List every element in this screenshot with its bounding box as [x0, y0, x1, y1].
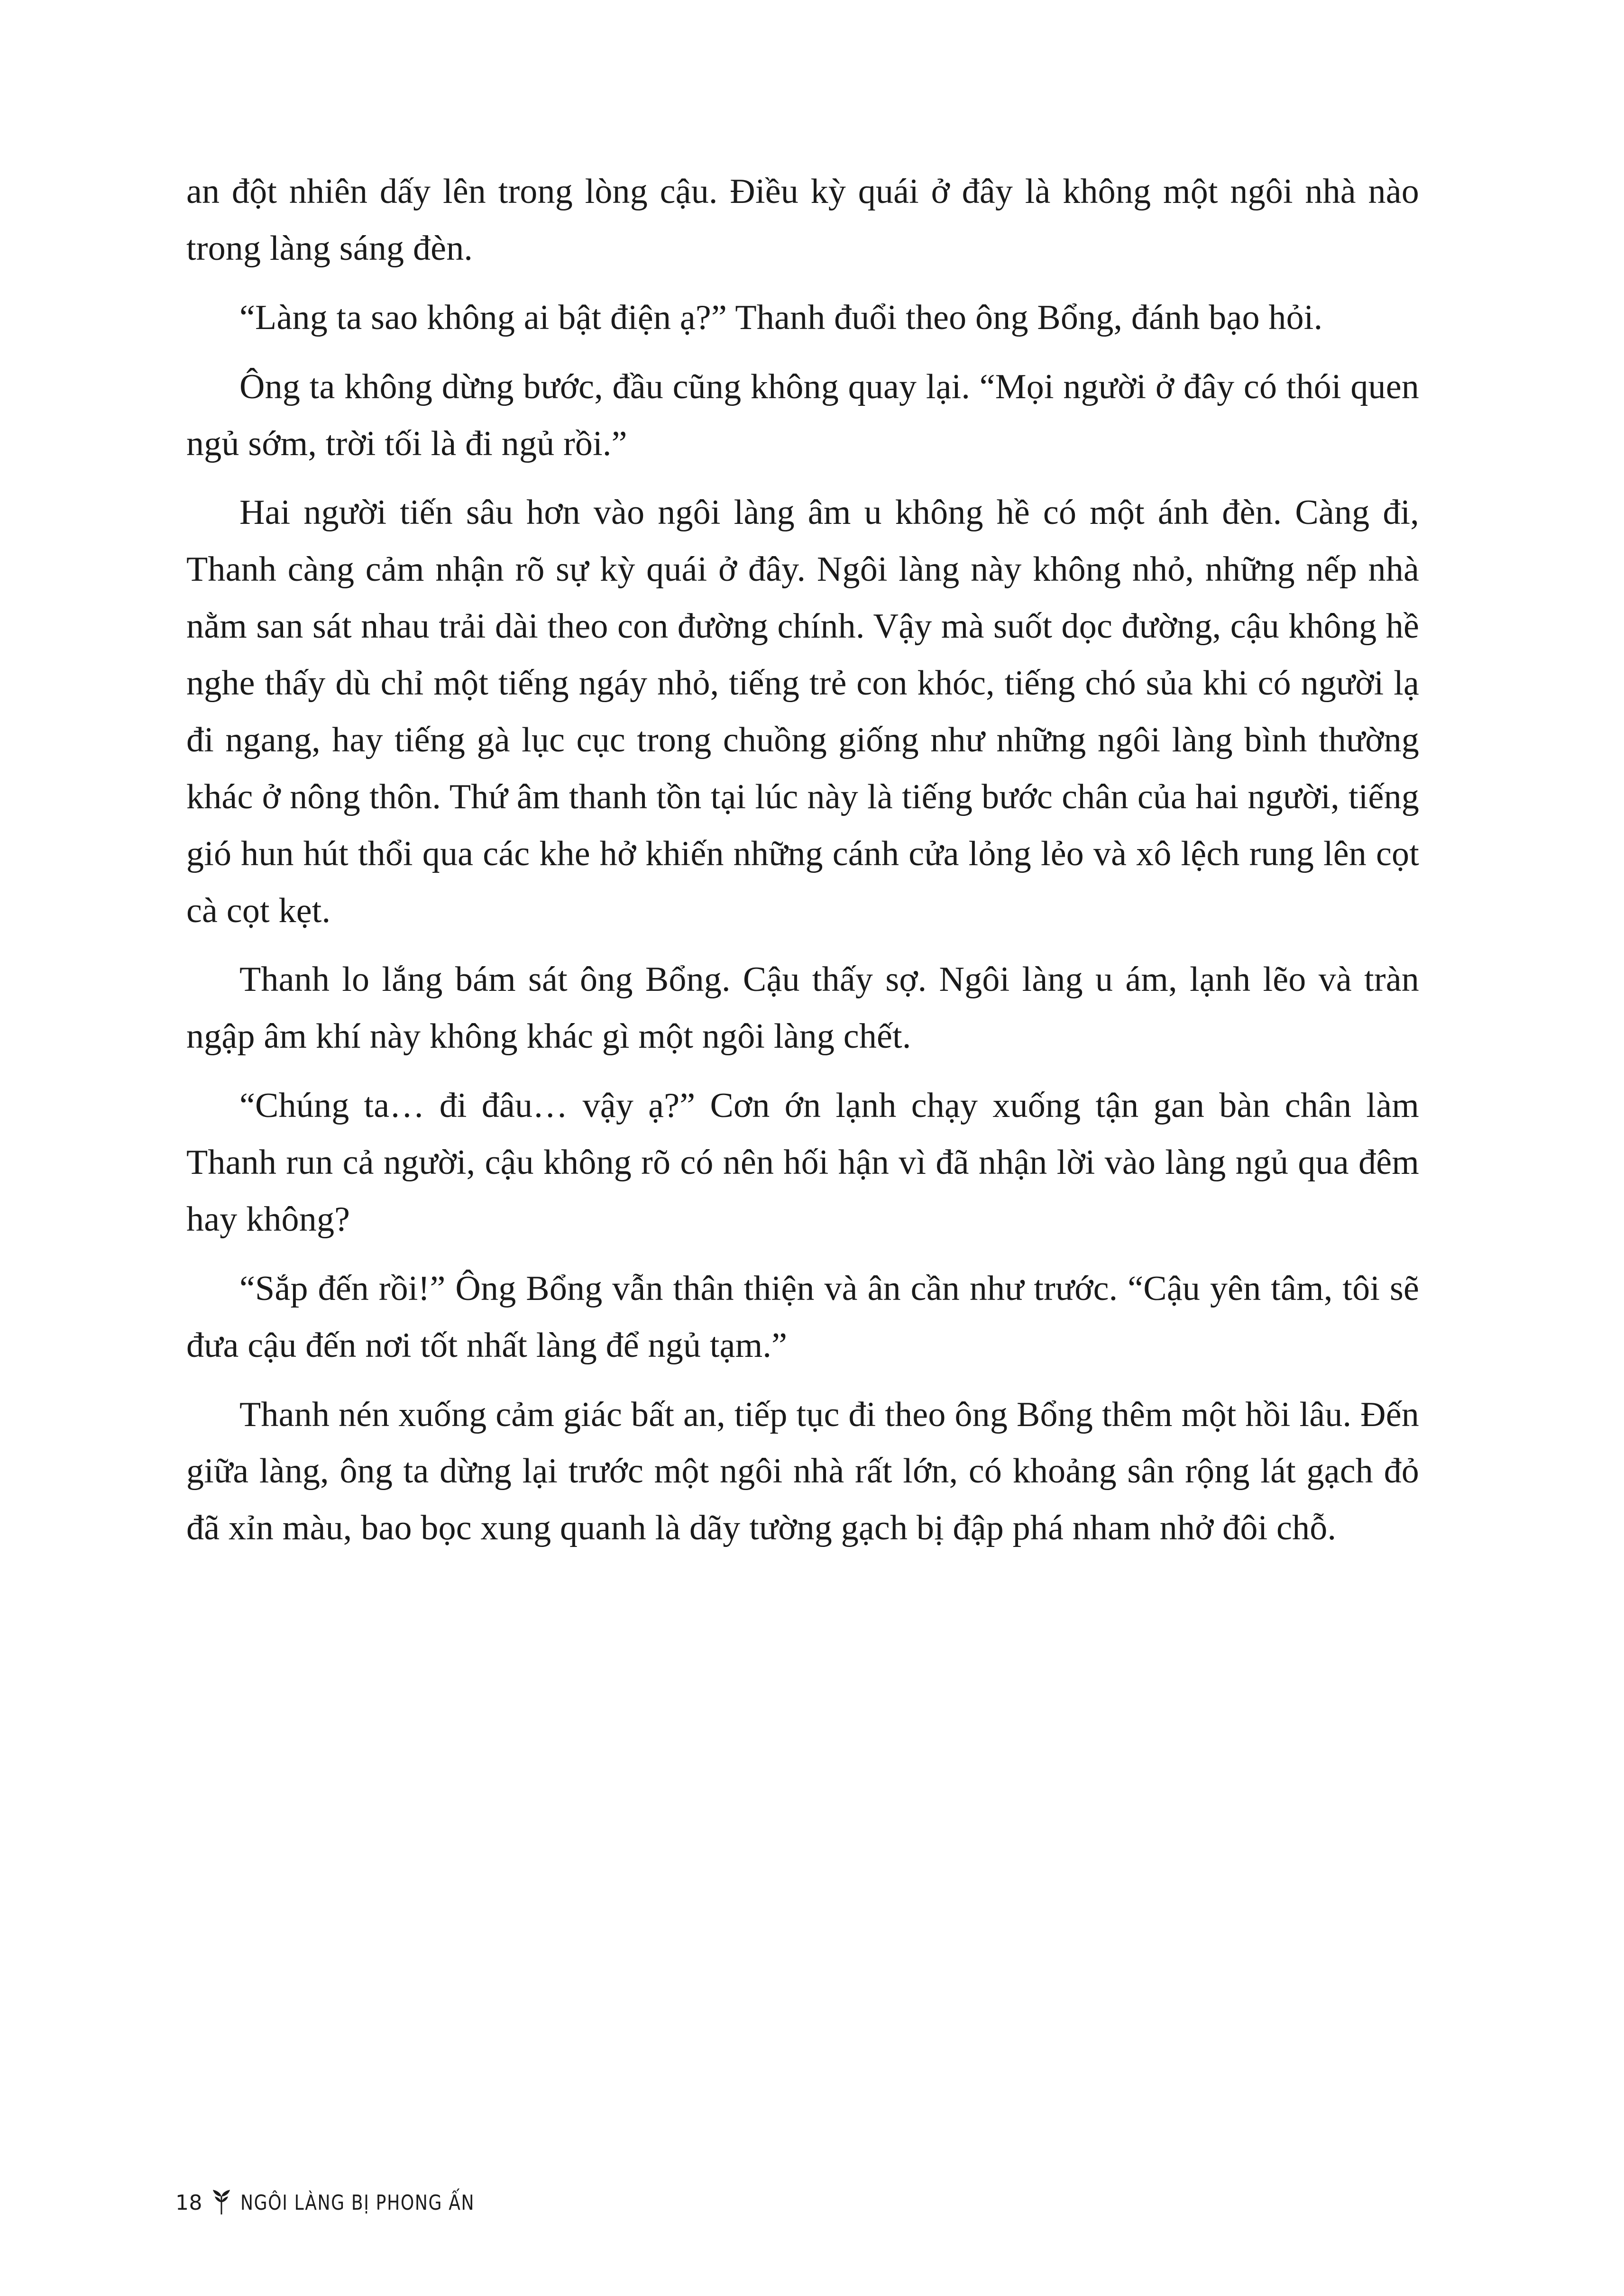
page-footer — [175, 2190, 526, 2215]
page-number: 18 — [175, 2190, 202, 2215]
paragraph: “Chúng ta… đi đâu… vậy ạ?” Cơn ớn lạnh chạy xuống tận gan bàn chân làm Thanh run cả người, cậu không rõ có nên hối hận vì đã nhận lời vào làng ngủ qua đêm hay không? — [186, 1086, 1419, 1239]
paragraph: Thanh nén xuống cảm giác bất an, tiếp tục đi theo ông Bổng thêm một hồi lâu. Đến giữa làng, ông ta dừng lại trước một ngôi nhà rất lớn, có khoảng sân rộng lát gạch đỏ đã xỉn màu, bao bọc xung quanh là dãy tường gạch bị đập phá nham nhở đôi chỗ. — [186, 1395, 1419, 1548]
paragraph: Hai người tiến sâu hơn vào ngôi làng âm u không hề có một ánh đèn. Càng đi, Thanh càng cảm nhận rõ sự kỳ quái ở đây. Ngôi làng này không nhỏ, những nếp nhà nằm san sát nhau trải dài theo con đường chính. Vậy mà suốt dọc đường, cậu không hề nghe thấy dù chỉ một tiếng ngáy nhỏ, tiếng trẻ con khóc, tiếng chó sủa khi có người lạ đi ngang, hay tiếng gà lục cục trong chuồng giống như những ngôi làng bình thường khác ở nông thôn. Thứ âm thanh tồn tại lúc này là tiếng bước chân của hai người, tiếng gió hun hút thổi qua các khe hở khiến những cánh cửa lỏng lẻo và xô lệch rung lên cọt cà cọt kẹt. — [186, 493, 1419, 930]
paragraph: Ông ta không dừng bước, đầu cũng không quay lại. “Mọi người ở đây có thói quen ngủ sớm, trời tối là đi ngủ rồi.” — [186, 367, 1419, 463]
leaf-ornament-icon — [211, 2190, 232, 2215]
paragraph: an đột nhiên dấy lên trong lòng cậu. Điều kỳ quái ở đây là không một ngôi nhà nào trong làng sáng đèn. — [186, 172, 1419, 268]
running-book-title: NGÔI LÀNG BỊ PHONG ẤN — [240, 2190, 475, 2215]
paragraph: Thanh lo lắng bám sát ông Bổng. Cậu thấy sợ. Ngôi làng u ám, lạnh lẽo và tràn ngập âm khí này không khác gì một ngôi làng chết. — [186, 960, 1419, 1056]
paragraph: “Làng ta sao không ai bật điện ạ?” Thanh đuổi theo ông Bổng, đánh bạo hỏi. — [239, 298, 1323, 337]
page-text-column — [186, 164, 1419, 1569]
paragraph: “Sắp đến rồi!” Ông Bổng vẫn thân thiện và ân cần như trước. “Cậu yên tâm, tôi sẽ đưa cậu đến nơi tốt nhất làng để ngủ tạm.” — [186, 1269, 1419, 1365]
